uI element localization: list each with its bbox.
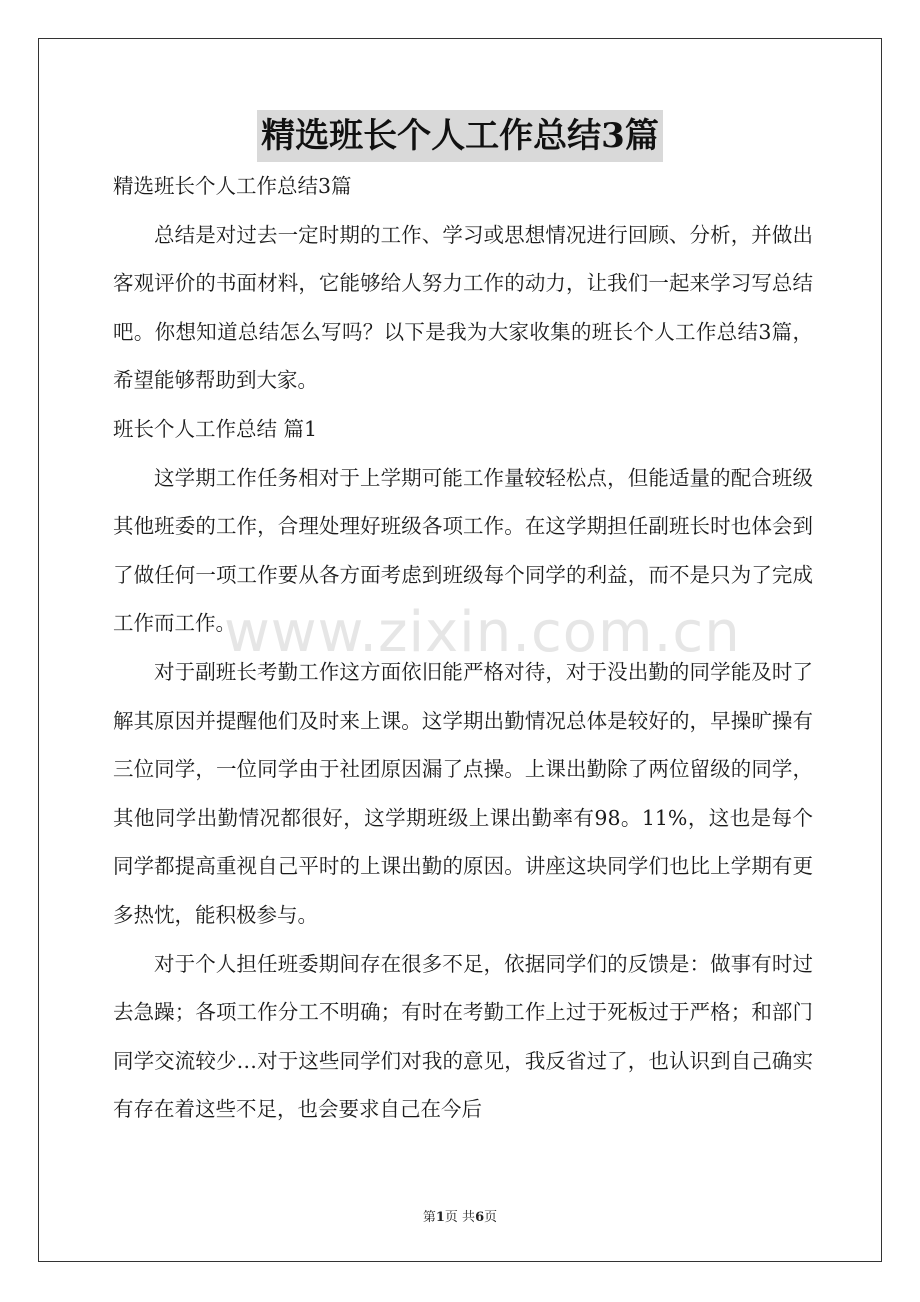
document-subtitle: 精选班长个人工作总结3篇 (113, 174, 352, 198)
body-paragraph-2: 对于副班长考勤工作这方面依旧能严格对待，对于没出勤的同学能及时了解其原因并提醒他们及时来上课。这学期出勤情况总体是较好的，早操旷操有三位同学，一位同学由于社团原因漏了点操。上课出勤除了两位留级的同学，其他同学出勤情况都很好，这学期班级上课出勤率有98。11%，这也是每个同学都提高重视自己平时的上课出勤的原因。讲座这块同学们也比上学期有更多热忱，能积极参与。 (113, 659, 813, 927)
watermark: www.zixin.com.cn (224, 600, 741, 665)
footer-page-suffix: 页 (484, 1210, 498, 1225)
page-footer (0, 1206, 920, 1225)
document-body (113, 162, 813, 1134)
footer-page-prefix: 第 (422, 1210, 436, 1225)
intro-paragraph: 总结是对过去一定时期的工作、学习或思想情况进行回顾、分析，并做出客观评价的书面材料，它能够给人努力工作的动力，让我们一起来学习写总结吧。你想知道总结怎么写吗？以下是我为大家收集的班长个人工作总结3篇，希望能够帮助到大家。 (113, 222, 813, 393)
footer-current-page: 1 (435, 1210, 445, 1225)
footer-page-mid: 页 共 (444, 1210, 476, 1225)
section-heading: 班长个人工作总结 篇1 (113, 416, 318, 441)
footer-total-pages: 6 (475, 1210, 485, 1225)
document-title: 精选班长个人工作总结3篇 (257, 110, 663, 162)
body-paragraph-1: 这学期工作任务相对于上学期可能工作量较轻松点，但能适量的配合班级其他班委的工作，合理处理好班级各项工作。在这学期担任副班长时也体会到了做任何一项工作要从各方面考虑到班级每个同学的利益，而不是只为了完成工作而工作。 (113, 465, 813, 636)
body-paragraph-3: 对于个人担任班委期间存在很多不足，依据同学们的反馈是：做事有时过去急躁；各项工作分工不明确；有时在考勤工作上过于死板过于严格；和部门同学交流较少…对于这些同学们对我的意见，我反省过了，也认识到自己确实有存在着这些不足，也会要求自己在今后 (113, 951, 813, 1122)
title-container (0, 110, 920, 162)
